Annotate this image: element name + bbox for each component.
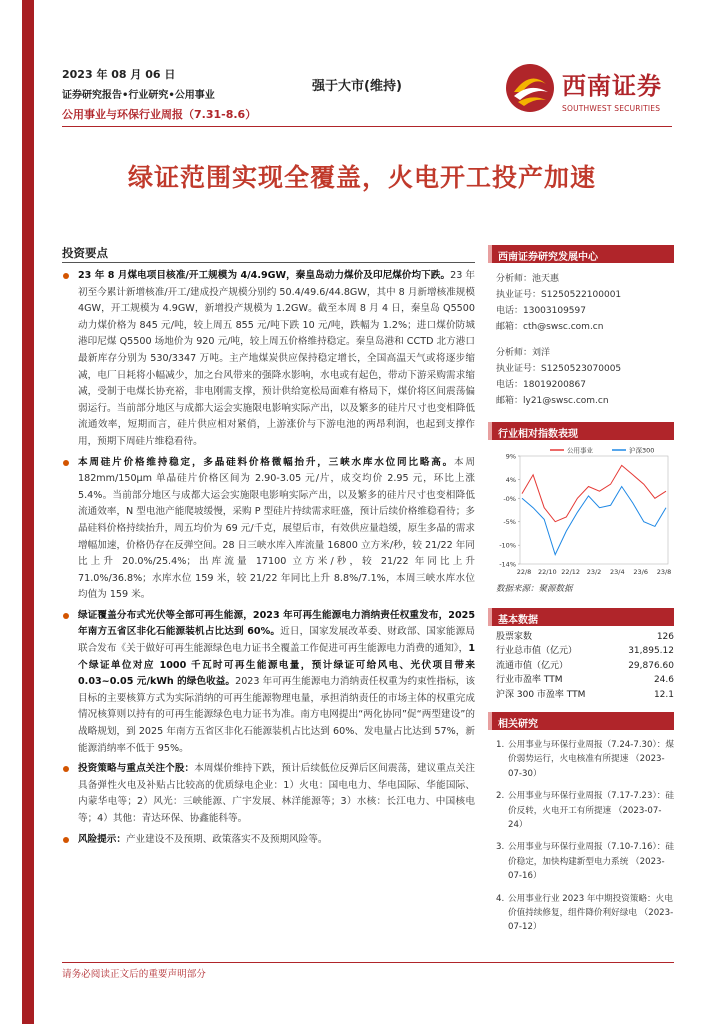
item-text: 公用事业与环保行业周报（7.24-7.30）：煤价弱势运行，火电核准有所提速 （2023-07-30） <box>508 740 674 779</box>
analyst-card <box>488 345 674 409</box>
row-value: 126 <box>656 632 674 642</box>
southwest-securities-logo <box>500 60 680 120</box>
bullet-text: 本周 182mm/150μm 单晶硅片价格区间为 2.90-3.05 元/片，成交均价 2.95 元，环比上涨 5.4%。当前部分地区与成都大运会实施限电影响实际产出，以及繁多的硅片尺寸也变相降低流通效率，N 型电池产能爬坡缓慢，采购 P 型硅片持续需求旺盛，预计后续价格维稳看待；多晶硅料价格持续抬升，周五均价为 69 元/千克，展望后市，有效供应量趋缓，原生多晶的需求增幅加速，价格仍存在反弹空间。28 日三峡水库入库流量 16800 立方米/秒，较 21/22 年同比上升 20.0%/25.4%；出库流量 17100 立方米/秒，较 21/22 年同比上升 71.0%/36.8%；水库水位 159 米，较 21/22 年同比上升 8.8%/7.1%，本周三峡水库水位均值为 159 米。 <box>78 456 476 601</box>
bullet-bold: 1 个绿证单位对应 1000 千瓦时可再生能源电量，预计绿证可给风电、光伏项目带来 0.03~0.05 元/kWh 的绿色收益。 <box>78 643 475 688</box>
analyst-card <box>488 271 674 335</box>
index-chart-svg <box>488 442 674 582</box>
bullet-dot-icon <box>63 273 69 279</box>
item-number: 1. <box>496 740 505 750</box>
bullet-text: 本周煤价维持下跌，预计后续低位反弹后区间震荡，建议重点关注具备弹性火电及补贴占比较高的优质绿电企业：1）火电：国电电力、华电国际、华能国际、内蒙华电等；2）风光：三峡能源、广宇发展、林洋能源等；3）水核：长江电力、中国核电等；4）其他：青达环保、协鑫能科等。 <box>78 763 476 824</box>
bullet-bold: 投资策略与重点关注个股： <box>78 763 195 775</box>
x-tick-label: 23/6 <box>633 568 648 576</box>
bullet-item <box>62 608 475 757</box>
analyst-name: 分析师：刘洋 <box>496 348 551 358</box>
bullet-bold: 绿证覆盖分布式光伏等全部可再生能源，2023 年可再生能源电力消纳责任权重发布，2025 年南方五省区非化石能源装机占比达到 60%。 <box>78 609 475 638</box>
list-item[interactable] <box>496 840 674 883</box>
rating: 强于大市(维持) <box>312 79 402 94</box>
footer-disclaimer[interactable]: 请务必阅读正文后的重要声明部分 <box>62 969 206 980</box>
x-tick-label: 23/4 <box>610 568 625 576</box>
research-list <box>488 738 674 935</box>
table-row <box>496 659 674 673</box>
index-chart <box>488 442 674 582</box>
logo-en-text: SOUTHWEST SECURITIES <box>562 104 661 113</box>
item-number: 4. <box>496 893 505 904</box>
row-value: 29,876.60 <box>628 660 674 671</box>
chart-source: 数据来源：聚源数据 <box>496 584 573 594</box>
item-number: 2. <box>496 791 505 802</box>
related-research-panel <box>488 712 674 943</box>
series-line-1 <box>522 487 666 555</box>
bullet-item <box>62 832 475 849</box>
bullet-item <box>62 761 475 827</box>
index-section-title: 行业相对指数表现 <box>488 422 674 440</box>
basic-data-title: 基本数据 <box>488 608 674 626</box>
bullet-text: 2023 年可再生能源电力消纳责任权重为约束性指标，该目标的主要核算方式为实际消纳的可再生能源物理电量，承担消纳责任的市场主体的权重完成情况核算则以持有的可再生能源绿色电力证书为准。南方电网提出“两化协同”促“两型建设”的战略规划，到 2025 年南方五省区非化石能源装机占比达到 60%、发电量占比达到 57%，新能源消纳率不低于 95%。 <box>78 676 476 754</box>
table-row <box>496 644 674 658</box>
analyst-name: 分析师：池天惠 <box>496 274 560 284</box>
list-item[interactable] <box>496 738 674 781</box>
row-label: 行业总市值（亿元） <box>496 646 578 657</box>
bullet-text: 产业建设不及预期、政策落实不及预期风险等。 <box>125 833 328 845</box>
table-row <box>496 673 674 687</box>
row-label: 沪深 300 市盈率 TTM <box>496 689 586 700</box>
logo-cn-text: 西南证券 <box>562 71 662 100</box>
table-row <box>496 630 674 644</box>
main-title: 绿证范围实现全覆盖，火电开工投产加速 <box>127 163 596 192</box>
row-value: 12.1 <box>653 689 674 700</box>
row-label: 流通市值（亿元） <box>496 660 569 671</box>
title-divider <box>62 126 672 127</box>
bullet-bold: 23 年 8 月煤电项目核准/开工规模为 4/4.9GW，秦皇岛动力煤价及印尼煤价均下跌。 <box>78 270 451 281</box>
y-tick-label: -0% <box>503 494 516 503</box>
bullet-text: 23 年初至今累计新增核准/开工/建成投产规模分别约 50.4/49.6/44.8GW，其中 8 月新增核准规模 4GW，开工规模为 4.9GW，新增投产规模为 1.2GW。截至本周 8 月 4 日，秦皇岛 Q5500 动力煤价格为 845 元/吨，较上周五 855 元/吨下跌 10 元/吨，跌幅为 1.2%；进口煤价防城港印尼煤 Q5500 场地价为 920 元/吨，较上周五价格维持稳定。秦皇岛港和 CCTD 北方港口最新库存分别为 530/3347 万吨。主产地煤炭供应保持稳定增长，全国高温天气或将逐步缩减，电厂日耗将小幅减少，加之台风带来的强降水影响，水电或有起色，带动下游采购需求缩减，受制于电煤长协充裕，非电刚需支撑，预计供给宽松局面难有格局下，煤价将区间震荡偏弱运行。当前部分地区与成都大运会实施限电影响实际产出，以及繁多的硅片尺寸也变相降低流通效率，短期而言，硅片供应相对紧俏，上游涨价与下游电池的两昂利润，也起到支撑作用，预期下周硅片维稳看待。 <box>78 270 475 447</box>
bullet-text: 近日，国家发展改革委、财政部、国家能源局联合发布《关于做好可再生能源绿色电力证书全覆盖工作促进可再生能源电力消费的通知》， <box>78 626 475 655</box>
row-label: 股票家数 <box>496 632 533 642</box>
analyst-section-title: 西南证券研究发展中心 <box>488 245 674 263</box>
item-text: 公用事业与环保行业周报（7.17-7.23）：硅价反转，火电开工有所提速 （2023-07-24） <box>508 791 674 831</box>
invest-bullets <box>62 268 475 852</box>
row-value: 31,895.12 <box>628 646 674 657</box>
plot-frame <box>520 456 668 564</box>
analyst-cert: 执业证号：S1250523070005 <box>496 364 622 374</box>
list-item[interactable] <box>496 789 674 832</box>
report-date: 2023 年 08 月 06 日 <box>62 68 176 81</box>
x-tick-label: 22/10 <box>537 568 557 576</box>
y-tick-label: -5% <box>503 518 516 527</box>
basic-data-table <box>496 630 674 702</box>
item-number: 3. <box>496 842 505 853</box>
item-text: 公用事业行业 2023 年中期投资策略：火电价值持续修复，组件降价利好绿电 （2023-07-12） <box>508 893 674 933</box>
bullet-dot-icon <box>63 837 69 843</box>
bullet-dot-icon <box>63 766 69 772</box>
left-accent-bar <box>22 0 34 1024</box>
bullet-dot-icon <box>63 613 69 619</box>
weekly-title: 公用事业与环保行业周报（7.31-8.6） <box>62 108 257 121</box>
y-tick-label: -14% <box>499 560 516 569</box>
invest-divider <box>62 262 475 263</box>
legend-label-0: 公用事业 <box>567 446 593 455</box>
y-tick-label: 9% <box>505 452 516 461</box>
series-line-0 <box>522 465 666 521</box>
invest-section-title: 投资要点 <box>62 246 108 260</box>
analyst-email[interactable]: 邮箱：ly21@swsc.com.cn <box>496 396 609 406</box>
y-tick-label: -10% <box>499 541 516 550</box>
table-row <box>496 688 674 702</box>
row-value: 24.6 <box>653 675 674 686</box>
bullet-item <box>62 455 475 604</box>
row-label: 行业市盈率 TTM <box>496 675 563 686</box>
item-text: 公用事业与环保行业周报（7.10-7.16）：硅价稳定，加快构建新型电力系统 （2023-07-16） <box>508 842 674 882</box>
report-type: 证券研究报告•行业研究•公用事业 <box>62 90 215 101</box>
list-item[interactable] <box>496 892 674 935</box>
x-tick-label: 22/12 <box>561 568 581 576</box>
logo-emblem-icon <box>504 62 556 114</box>
basic-data-panel <box>488 608 674 702</box>
analyst-phone: 电话：13003109597 <box>496 306 586 316</box>
footer-divider <box>62 962 674 963</box>
bullet-dot-icon <box>63 460 69 466</box>
bullet-bold: 本周硅片价格维持稳定，多晶硅料价格微幅抬升，三峡水库水位同比略高。 <box>78 456 455 468</box>
analyst-phone: 电话：18019200867 <box>496 380 586 390</box>
analyst-email[interactable]: 邮箱：cth@swsc.com.cn <box>496 322 604 332</box>
related-research-title: 相关研究 <box>488 712 674 730</box>
bullet-bold: 风险提示： <box>78 833 126 845</box>
x-tick-label: 23/2 <box>586 568 602 576</box>
analyst-panel <box>488 245 674 409</box>
index-panel <box>488 422 674 440</box>
y-tick-label: 4% <box>505 475 516 484</box>
x-tick-label: 23/8 <box>656 568 672 576</box>
analyst-cert: 执业证号：S1250522100001 <box>496 290 622 300</box>
legend-label-1: 沪深300 <box>629 446 655 455</box>
bullet-item <box>62 268 475 451</box>
x-tick-label: 22/8 <box>516 568 532 576</box>
